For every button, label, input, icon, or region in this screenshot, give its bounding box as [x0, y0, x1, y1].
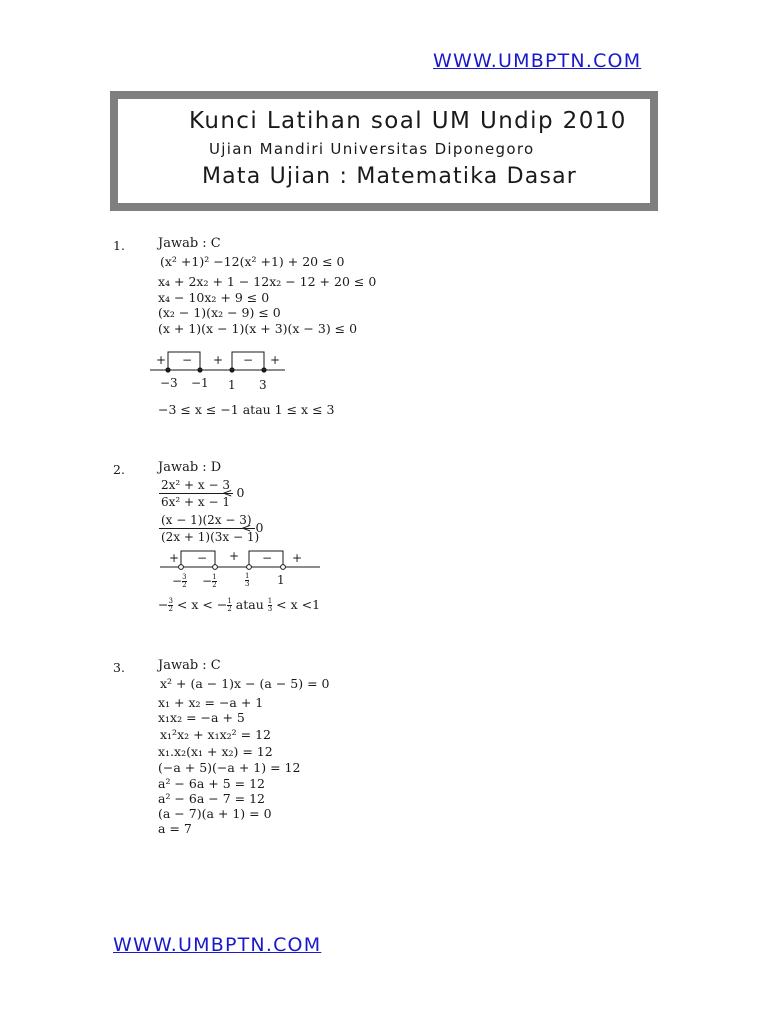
q2-frac2-numerator: (x − 1)(2x − 3): [159, 513, 255, 529]
q2-frac1-relation: < 0: [222, 485, 245, 500]
q3-step-5: x₁.x₂(x₁ + x₂) = 12: [158, 744, 273, 759]
q2-frac1-numerator: 2x² + x − 3: [159, 478, 233, 494]
q3-step-1: x² + (a − 1)x − (a − 5) = 0: [160, 676, 330, 691]
question-2-answer: Jawab : D: [158, 460, 222, 475]
q2-frac2-denominator: (2x + 1)(3x − 1): [161, 530, 260, 544]
q1-sign-4: −: [243, 353, 254, 367]
q3-step-2: x₁ + x₂ = −a + 1: [158, 695, 264, 710]
q1-sign-1: +: [156, 353, 167, 367]
q3-step-8: a² − 6a − 7 = 12: [158, 791, 265, 806]
question-2-number: 2.: [113, 462, 125, 477]
q1-point-3: 1: [228, 378, 236, 392]
question-1-number: 1.: [113, 238, 125, 253]
q1-step-2: x₄ + 2x₂ + 1 − 12x₂ − 12 + 20 ≤ 0: [158, 274, 377, 289]
q3-step-9: (a − 7)(a + 1) = 0: [158, 806, 272, 821]
q1-point-2: −1: [191, 376, 209, 390]
q1-sign-5: +: [270, 353, 281, 367]
q2-frac2-relation: < 0: [241, 520, 264, 535]
q2-point-4: 1: [277, 573, 285, 587]
q2-point-2: − $\frac{1}{2}$: [202, 573, 217, 589]
q1-step-4: (x₂ − 1)(x₂ − 9) ≤ 0: [158, 305, 281, 320]
q2-result: − $\frac{3}{2}$ < x < − $\frac{1}{2}$ atau $\frac{1}{3}$ < x <1: [158, 597, 321, 613]
q3-step-7: a² − 6a + 5 = 12: [158, 776, 265, 791]
subject-heading: Mata Ujian : Matematika Dasar: [202, 164, 578, 189]
q3-step-3: x₁x₂ = −a + 5: [158, 710, 245, 725]
title-box: [110, 91, 658, 211]
q1-sign-2: −: [182, 353, 193, 367]
question-3-number: 3.: [113, 660, 125, 675]
document-title: Kunci Latihan soal UM Undip 2010: [189, 108, 627, 134]
q3-step-10: a = 7: [158, 821, 192, 836]
question-3-answer: Jawab : C: [158, 658, 221, 673]
q2-sign-1: +: [169, 551, 180, 565]
site-link-bottom[interactable]: WWW.UMBPTN.COM: [113, 934, 322, 956]
q2-frac1-denominator: 6x² + x − 1: [161, 495, 230, 509]
site-link-top[interactable]: WWW.UMBPTN.COM: [433, 50, 642, 72]
q2-sign-2: −: [197, 551, 208, 565]
q2-sign-3: +: [229, 549, 240, 563]
q1-step-1: (x² +1)² −12(x² +1) + 20 ≤ 0: [160, 254, 345, 269]
document-subtitle: Ujian Mandiri Universitas Diponegoro: [209, 140, 535, 158]
q1-step-3: x₄ − 10x₂ + 9 ≤ 0: [158, 290, 270, 305]
q2-point-3: $\frac{1}{3}$: [245, 572, 250, 588]
q2-sign-5: +: [292, 551, 303, 565]
question-1-answer: Jawab : C: [158, 236, 221, 251]
q1-point-4: 3: [259, 378, 267, 392]
q3-step-4: x₁²x₂ + x₁x₂² = 12: [160, 727, 272, 742]
q2-point-1: − $\frac{3}{2}$: [172, 573, 187, 589]
q2-sign-4: −: [262, 551, 273, 565]
q1-sign-3: +: [213, 353, 224, 367]
q1-result: −3 ≤ x ≤ −1 atau 1 ≤ x ≤ 3: [158, 402, 335, 417]
q1-step-5: (x + 1)(x − 1)(x + 3)(x − 3) ≤ 0: [158, 321, 358, 336]
q3-step-6: (−a + 5)(−a + 1) = 12: [158, 760, 301, 775]
q1-point-1: −3: [160, 376, 178, 390]
